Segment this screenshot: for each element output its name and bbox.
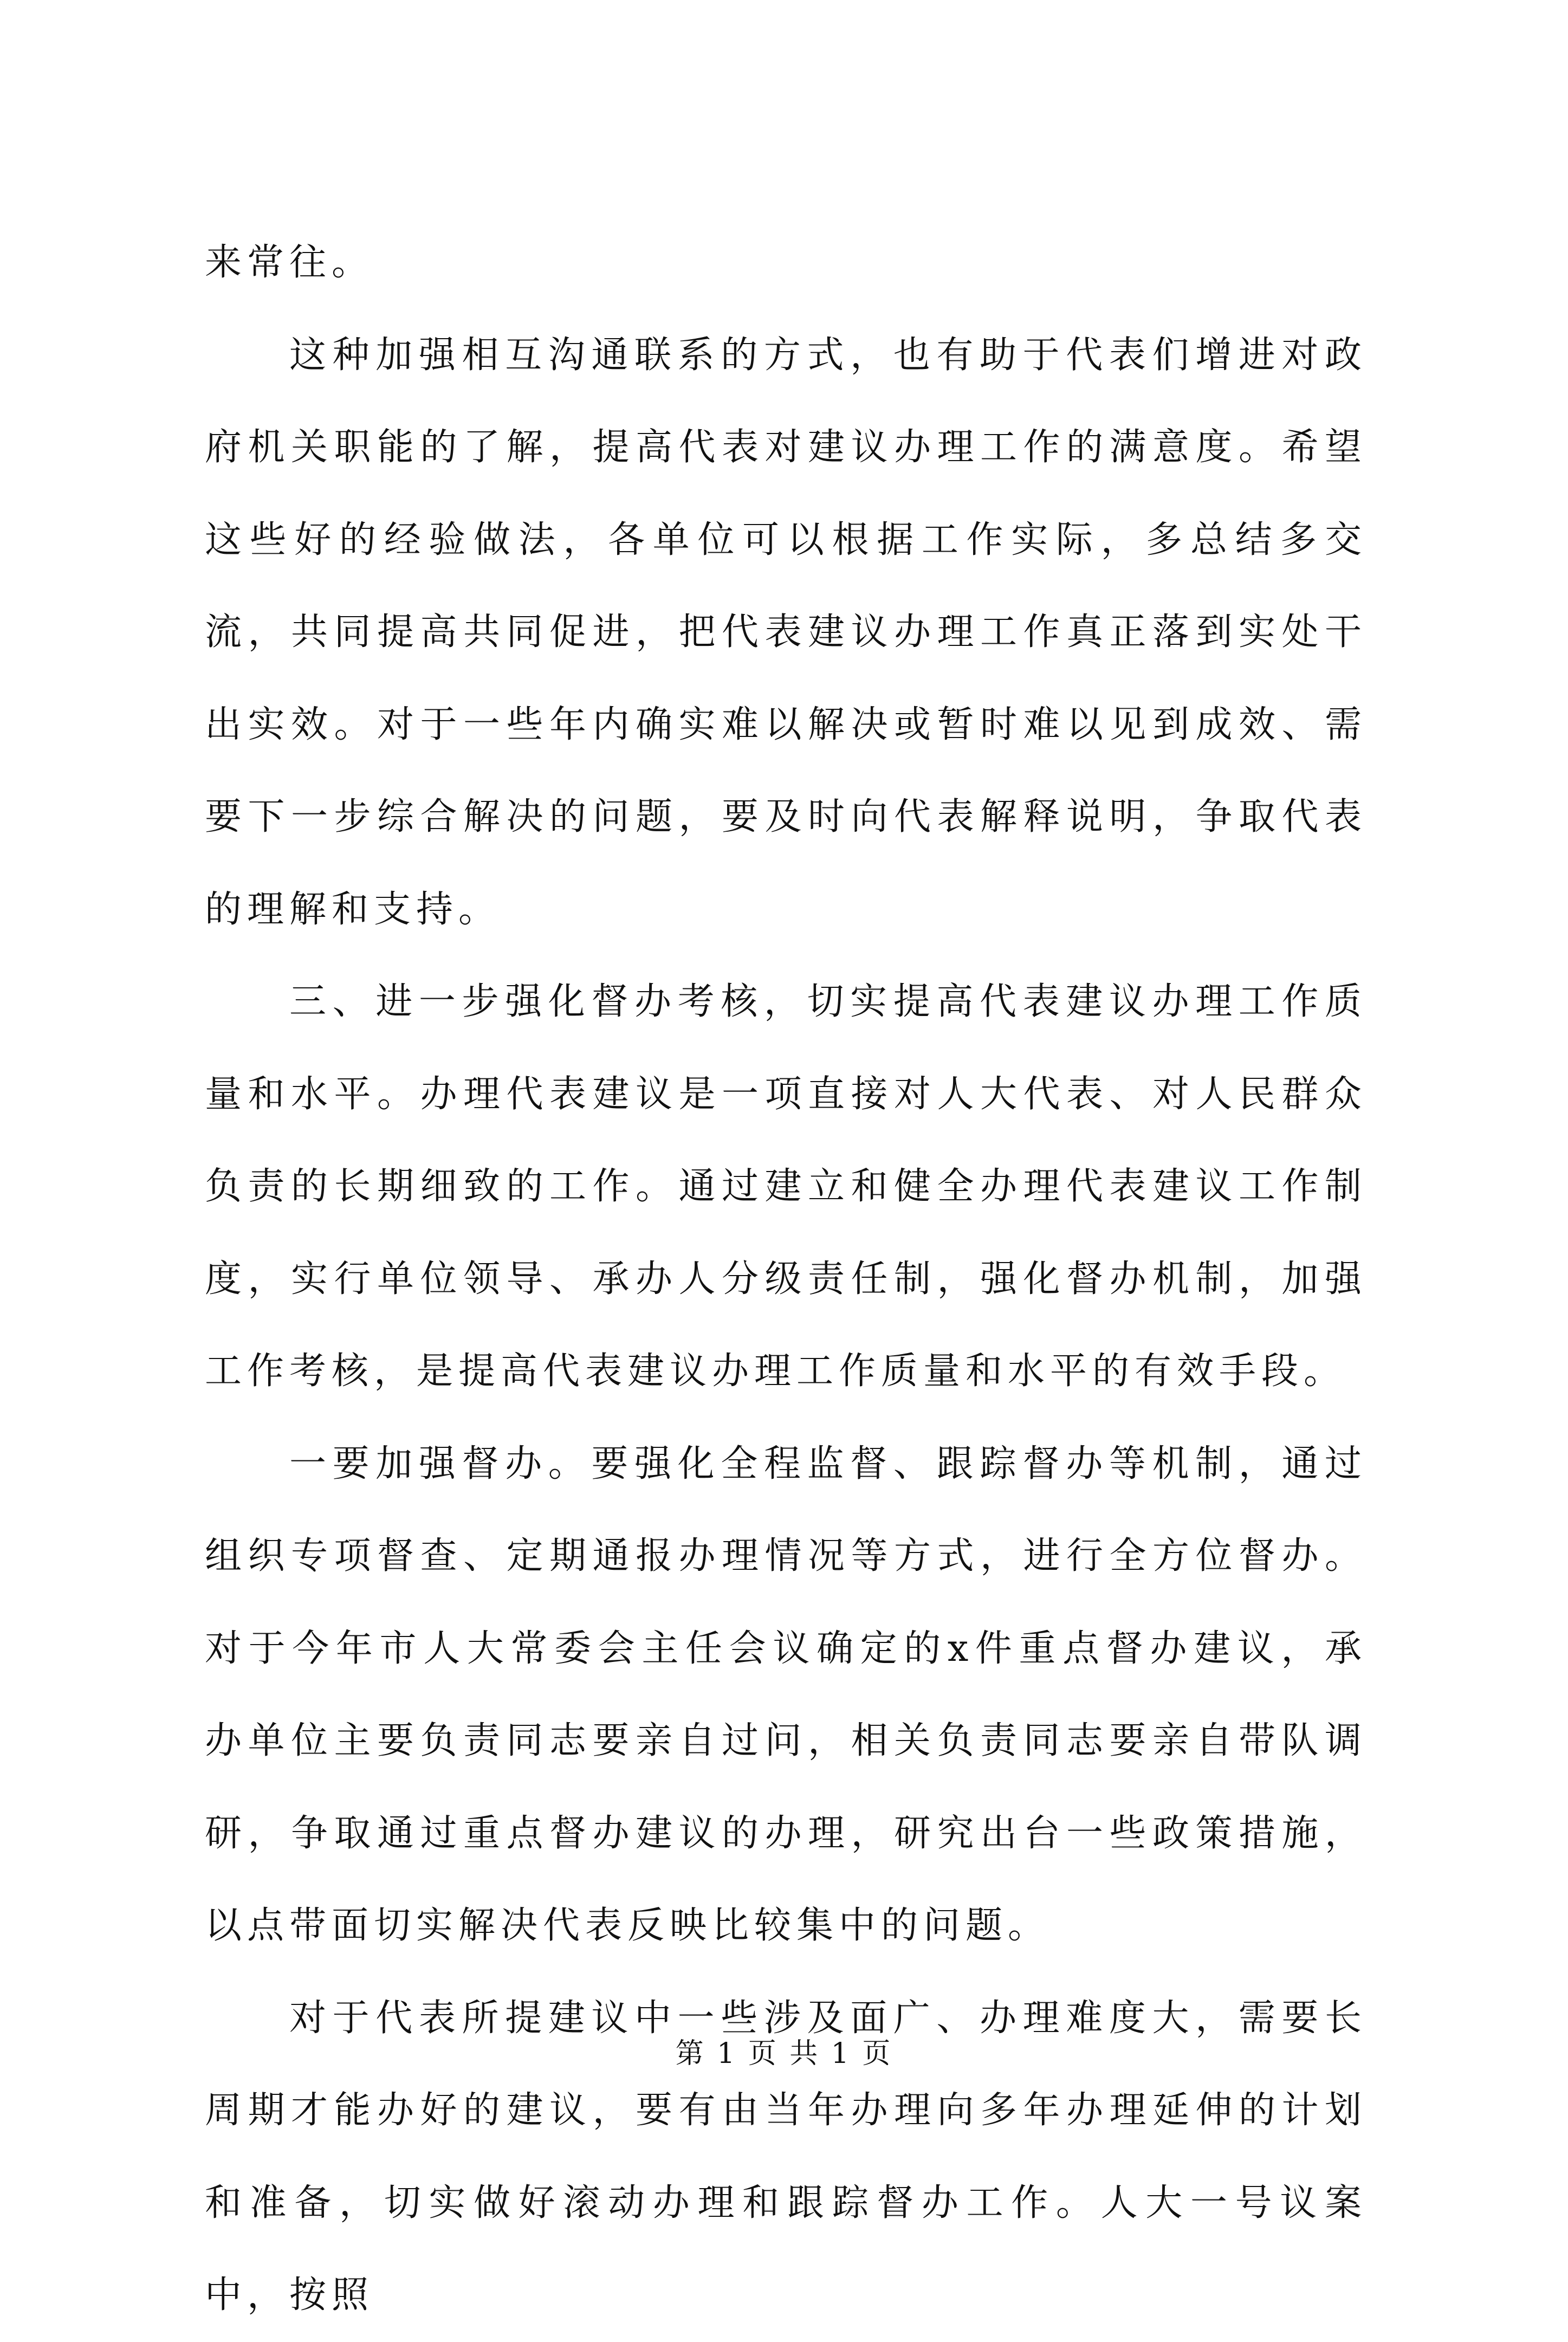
paragraph-long-term-suggestions: 对于代表所提建议中一些涉及面广、办理难度大，需要长周期才能办好的建议，要有由当年办理向多年办理延伸的计划和准备，切实做好滚动办理和跟踪督办工作。人大一号议案中，按照 (205, 1996, 1367, 2317)
document-body (205, 217, 1367, 2342)
paragraph-continued: 来常往。 (205, 241, 374, 284)
paragraph-supervision: 一要加强督办。要强化全程监督、跟踪督办等机制，通过组织专项督查、定期通报办理情况等方式，进行全方位督办。对于今年市人大常委会主任会议确定的x件重点督办建议，承办单位主要负责同志要亲自过问，相关负责同志要亲自带队调研，争取通过重点督办建议的办理，研究出台一些政策措施，以点带面切实解决代表反映比较集中的问题。 (205, 1442, 1367, 1947)
page-footer: 第 1 页 共 1 页 (675, 2037, 893, 2070)
paragraph-communication: 这种加强相互沟通联系的方式，也有助于代表们增进对政府机关职能的了解，提高代表对建议办理工作的满意度。希望这些好的经验做法，各单位可以根据工作实际，多总结多交流，共同提高共同促进，把代表建议办理工作真正落到实处干出实效。对于一些年内确实难以解决或暂时难以见到成效、需要下一步综合解决的问题，要及时向代表解释说明，争取代表的理解和支持。 (205, 333, 1367, 931)
paragraph-section-three: 三、进一步强化督办考核，切实提高代表建议办理工作质量和水平。办理代表建议是一项直接对人大代表、对人民群众负责的长期细致的工作。通过建立和健全办理代表建议工作制度，实行单位领导、承办人分级责任制，强化督办机制，加强工作考核，是提高代表建议办理工作质量和水平的有效手段。 (205, 980, 1367, 1393)
